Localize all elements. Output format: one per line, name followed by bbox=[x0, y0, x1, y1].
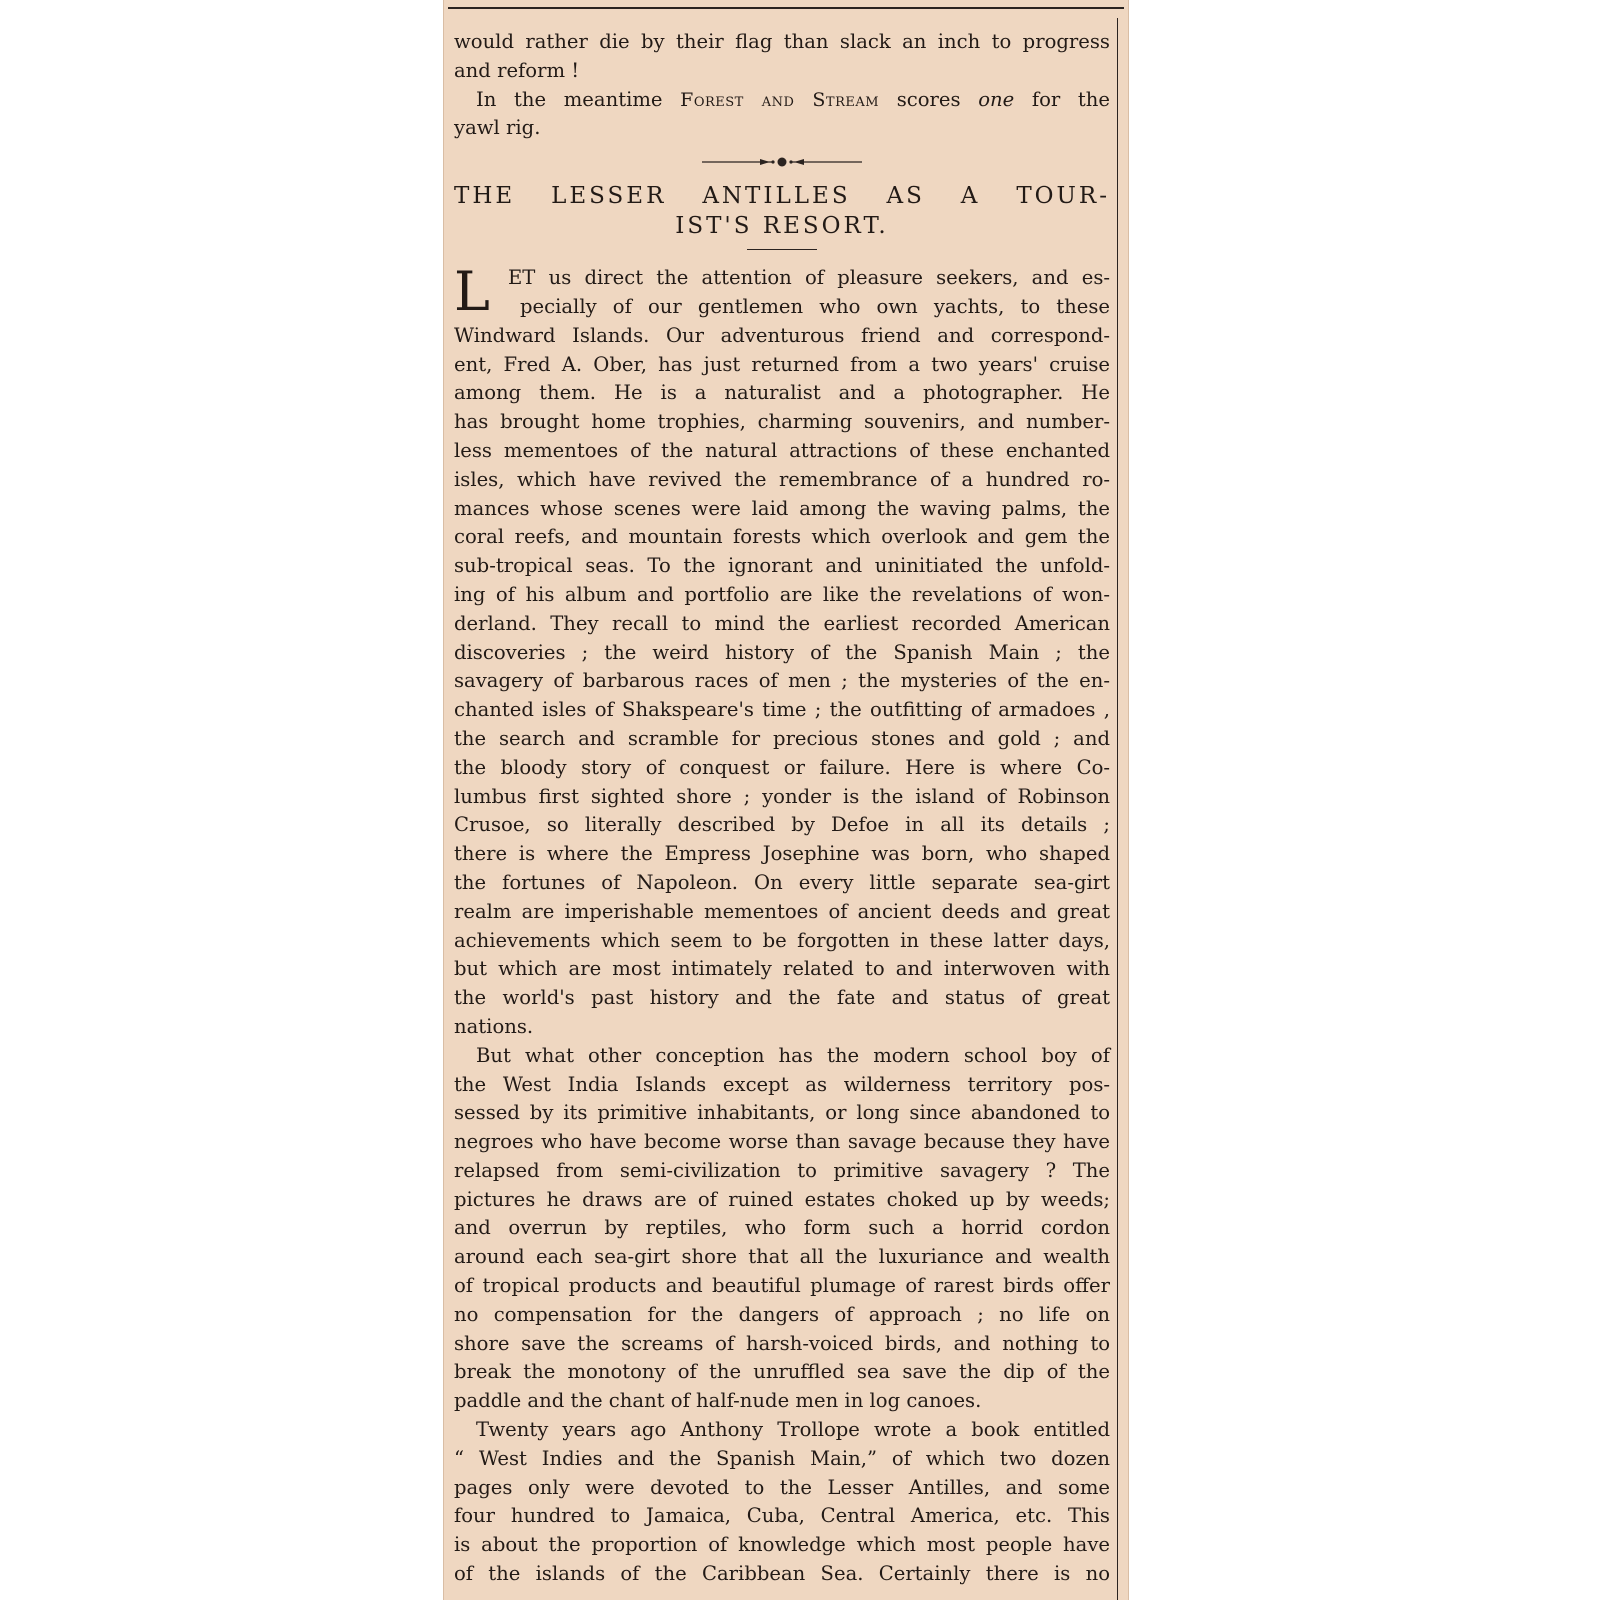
text-line: negroes who have become worse than savage because they have bbox=[454, 1130, 1110, 1154]
text-line: less mementoes of the natural attractions of these enchanted bbox=[454, 438, 1110, 462]
text-line: Windward Islands. Our adventurous friend and correspond- bbox=[454, 323, 1110, 347]
text-line: Twenty years ago Anthony Trollope wrote a book entitled bbox=[476, 1418, 1110, 1442]
column-divider-rule bbox=[1117, 18, 1118, 1600]
text-line: four hundred to Jamaica, Cuba, Central America, etc. This bbox=[454, 1504, 1110, 1528]
text-span: for the bbox=[1014, 87, 1110, 111]
text-line: and overrun by reptiles, who form such a horrid cordon bbox=[454, 1216, 1110, 1240]
text-line: chanted isles of Shakspeare's time ; the outfitting of armadoes , bbox=[454, 698, 1110, 722]
text-line: mances whose scenes were laid among the waving palms, the bbox=[454, 496, 1110, 520]
publication-name: Forest and Stream bbox=[680, 88, 880, 111]
headline-line: IST'S RESORT. bbox=[675, 213, 889, 240]
text-line: among them. He is a naturalist and a photographer. He bbox=[454, 381, 1110, 405]
text-line: of the islands of the Caribbean Sea. Certainly there is no bbox=[454, 1562, 1110, 1586]
text-line: isles, which have revived the remembrance of a hundred ro- bbox=[454, 467, 1110, 491]
text-line: break the monotony of the unruffled sea save the dip of the bbox=[454, 1360, 1110, 1384]
text-line: pictures he draws are of ruined estates choked up by weeds; bbox=[454, 1187, 1110, 1211]
text-line: derland. They recall to mind the earliest recorded American bbox=[454, 611, 1110, 635]
drop-cap: L bbox=[454, 260, 490, 324]
text-line: shore save the screams of harsh-voiced birds, and nothing to bbox=[454, 1331, 1110, 1355]
newspaper-clipping bbox=[443, 0, 1129, 1600]
text-line: but which are most intimately related to and interwoven with bbox=[454, 957, 1110, 981]
text-line: savagery of barbarous races of men ; the mysteries of the en- bbox=[454, 669, 1110, 693]
ornamental-divider bbox=[454, 143, 1110, 181]
article-column bbox=[454, 28, 1110, 1589]
ornament-icon bbox=[702, 154, 862, 170]
text-line: of tropical products and beautiful plumage of rarest birds offer bbox=[454, 1274, 1110, 1298]
article-paragraph bbox=[454, 260, 1110, 1042]
text-line: ET us direct the attention of pleasure seekers, and es- bbox=[508, 266, 1110, 290]
text-line: would rather die by their flag than slack an inch to progress bbox=[454, 30, 1110, 53]
text-line: ing of his album and portfolio are like the revelations of won- bbox=[454, 582, 1110, 606]
text-line: pages only were devoted to the Lesser Antilles, and some bbox=[454, 1475, 1110, 1499]
text-line: nations. bbox=[454, 1014, 534, 1038]
text-line: relapsed from semi-civilization to primitive savagery ? The bbox=[454, 1158, 1110, 1182]
text-line: the world's past history and the fate and status of great bbox=[454, 986, 1110, 1010]
article-paragraph bbox=[454, 1416, 1110, 1589]
emphasis-text: one bbox=[978, 87, 1015, 111]
text-line: and reform ! bbox=[454, 58, 580, 82]
text-line: discoveries ; the weird history of the Spanish Main ; the bbox=[454, 640, 1110, 664]
text-span: In the meantime bbox=[476, 87, 681, 111]
text-line: paddle and the chant of half-nude men in log canoes. bbox=[454, 1389, 982, 1413]
text-line: no compensation for the dangers of approach ; no life on bbox=[454, 1302, 1110, 1326]
text-line: yawl rig. bbox=[454, 116, 541, 140]
text-line: sessed by its primitive inhabitants, or long since abandoned to bbox=[454, 1101, 1110, 1125]
text-line: achievements which seem to be forgotten in these latter days, bbox=[454, 928, 1110, 952]
text-line: But what other conception has the modern school boy of bbox=[476, 1043, 1110, 1067]
text-line: “ West Indies and the Spanish Main,” of which two dozen bbox=[454, 1446, 1110, 1470]
text-line: sub-tropical seas. To the ignorant and uninitiated the unfold- bbox=[454, 554, 1110, 578]
headline-rule bbox=[747, 249, 817, 250]
text-line: the search and scramble for precious stones and gold ; and bbox=[454, 726, 1110, 750]
text-line: there is where the Empress Josephine was born, who shaped bbox=[454, 842, 1110, 866]
text-line: is about the proportion of knowledge which most people have bbox=[454, 1533, 1110, 1557]
text-span: scores bbox=[879, 87, 979, 111]
text-line: the West India Islands except as wilderness territory pos- bbox=[454, 1072, 1110, 1096]
top-column-rule bbox=[448, 7, 1124, 9]
article-headline bbox=[454, 181, 1110, 241]
text-line: ent, Fred A. Ober, has just returned from a two years' cruise bbox=[454, 352, 1110, 376]
text-line: has brought home trophies, charming souvenirs, and number- bbox=[454, 410, 1110, 434]
text-line: lumbus first sighted shore ; yonder is the island of Robinson bbox=[454, 784, 1110, 808]
text-line: coral reefs, and mountain forests which overlook and gem the bbox=[454, 525, 1110, 549]
text-line: realm are imperishable mementoes of ancient deeds and great bbox=[454, 899, 1110, 923]
text-line bbox=[454, 86, 1110, 115]
article-paragraph bbox=[454, 1042, 1110, 1416]
text-line: Crusoe, so literally described by Defoe in all its details ; bbox=[454, 813, 1110, 837]
text-line: around each sea-girt shore that all the luxuriance and wealth bbox=[454, 1245, 1110, 1269]
text-line: pecially of our gentlemen who own yachts, to these bbox=[520, 294, 1110, 318]
text-line: the bloody story of conquest or failure. Here is where Co- bbox=[454, 755, 1110, 779]
text-line: the fortunes of Napoleon. On every little separate sea-girt bbox=[454, 870, 1110, 894]
headline-line: THE LESSER ANTILLES AS A TOUR- bbox=[454, 183, 1110, 210]
